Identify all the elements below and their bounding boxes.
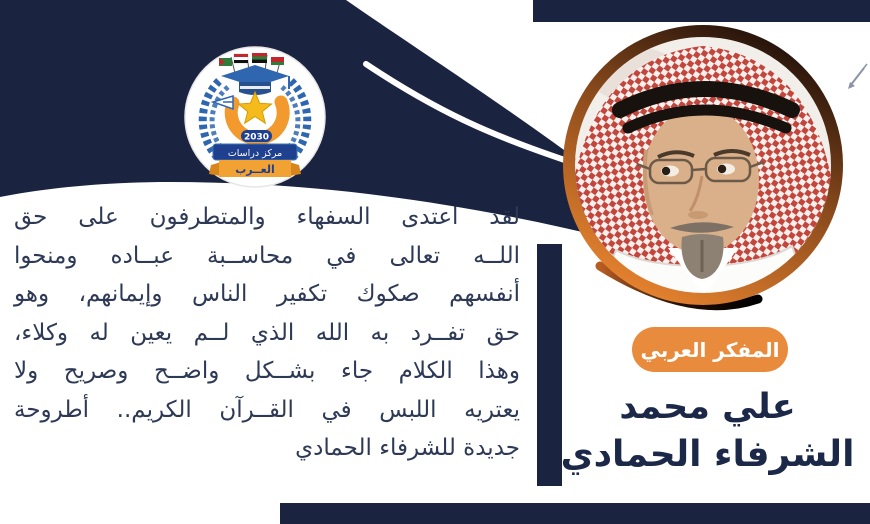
logo-year: 2030	[243, 132, 270, 143]
quote-line: وهذا الكلام جاء بشــكل واضــح وصريح ولا	[14, 358, 520, 384]
title-badge-label: المفكر العربي	[640, 337, 780, 362]
quote-line: يعتريه اللبس في القــرآن الكريم.. أطروحة	[14, 396, 520, 423]
quote-line: جديدة للشرفاء الحمادي	[295, 435, 520, 461]
person-name-line2: الشرفاء الحمادي	[560, 434, 855, 475]
bottom-bar	[280, 503, 870, 524]
quote-line: اللــه تعالى في محاســبة عبــاده ومنحوا	[14, 242, 520, 269]
title-badge	[632, 327, 788, 372]
arab-studies-center-logo	[183, 45, 327, 189]
person-name	[550, 383, 865, 479]
logo-ribbon-top-text: مركز دراسات	[227, 148, 283, 159]
logo-ribbon-bottom-text: العــرب	[235, 163, 275, 176]
quote-line: لقد اعتدى السفهاء والمتطرفون على حق	[14, 204, 520, 230]
quote-line: حق تفــرد به الله الذي لــم يعين له وكلاء،	[14, 319, 520, 346]
quote-line: أنفسهم صكوك تكفير الناس وإيمانهم، وهو	[14, 281, 520, 307]
person-name-line1: علي محمد	[619, 387, 796, 427]
quote-text	[14, 198, 520, 468]
